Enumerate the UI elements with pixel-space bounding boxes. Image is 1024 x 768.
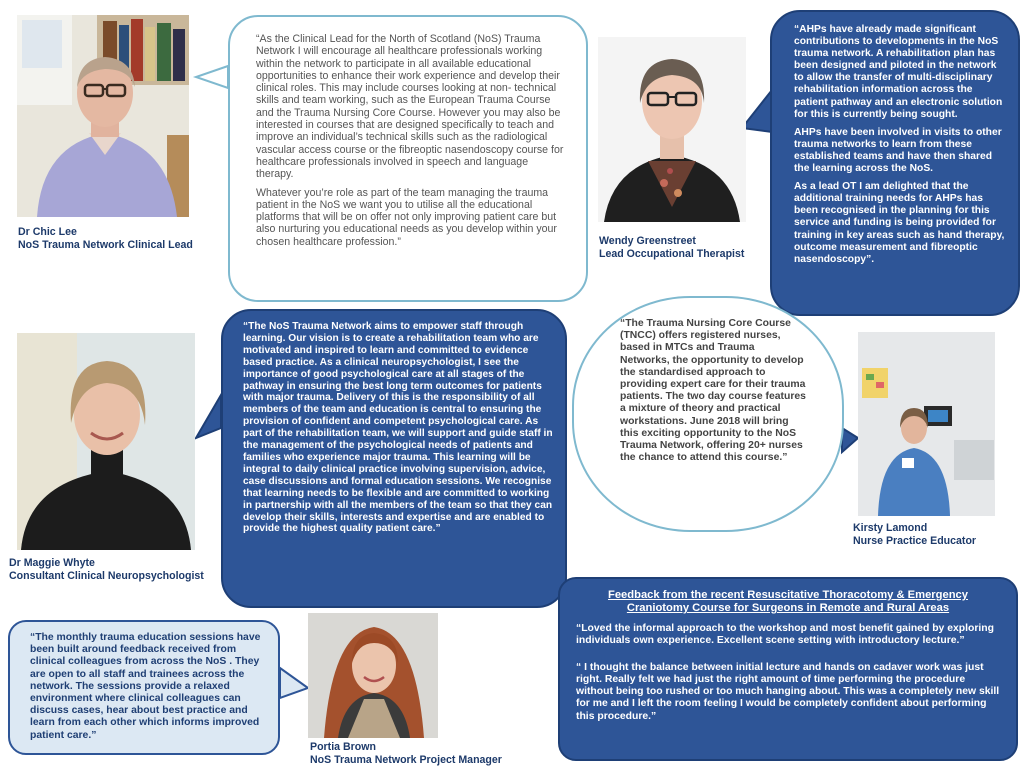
- photo-portia-brown: [308, 613, 438, 738]
- feedback-box: [558, 577, 1018, 761]
- quote-bubble-wendy-greenstreet: [770, 10, 1020, 316]
- role-maggie-whyte: Consultant Clinical Neuropsychologist: [9, 569, 204, 582]
- tail-maggie: [196, 395, 221, 438]
- portrait-maggie-image: [17, 333, 195, 550]
- quote-bubble-maggie-whyte: [221, 309, 567, 608]
- quote-bubble-kirsty-lamond: [572, 296, 844, 532]
- quote-chic-lee-para1: “As the Clinical Lead for the North of Scotland (NoS) Trauma Network I will encourage all healthcare professionals working within the network to participate in all available educational opportunities to enhance their work experience and develop their clinical roles. This may include courses looking at non- technical skills and team working, such as the European Trauma Course and the Trauma Nursing Core Course. However you may also be interested in courses that are designed specifically to teach and improve an individual’s technical skills such as the radiological vascular access course or the fibreoptic nasendoscopy course for healthcare professionals involved in speech and language therapy.: [256, 33, 564, 181]
- quote-bubble-chic-lee: [228, 15, 588, 302]
- quote-wendy-para3: As a lead OT I am delighted that the additional training needs for AHPs has been recognised in the planning for this service and funding is being provided for training in key areas such as hand therapy, outcome measurement and fibreoptic nasendoscopy”.: [794, 181, 1005, 265]
- quote-chic-lee-para2: Whatever you’re role as part of the team managing the trauma patient in the NoS we want you to utilise all the educational platforms that will be on offer not only improving patient care but also nurturing you educational needs as you develop within your chosen healthcare profession.”: [256, 186, 557, 248]
- role-kirsty-lamond: Nurse Practice Educator: [853, 534, 977, 547]
- role-chic-lee: NoS Trauma Network Clinical Lead: [18, 238, 193, 251]
- portrait-wendy-image: [598, 37, 746, 222]
- quote-wendy-para2: AHPs have been involved in visits to other trauma networks to learn from these established teams and have then shared the learning across the NoS.: [794, 126, 1002, 175]
- feedback-quote-2: “ I thought the balance between initial lecture and hands on cadaver work was just right. Really felt we had just the right amount of time performing the procedure without being too rushed or too much hanging about. This was a completely new skill for me and I left the room feeling I would be completely confident about performing this procedure.”: [576, 661, 1000, 722]
- portrait-kirsty-image: [858, 332, 995, 516]
- quote-kirsty-text: “The Trauma Nursing Core Course (TNCC) offers registered nurses, based in MTCs and Trauma Networks, the opportunity to develop the standardised approach to providing expert care for their trauma patients. The two day course features a mixture of theory and practical workstations. June 2018 will bring this exciting opportunity to the NoS Trauma Network, offering 20+ nurses the chance to attend this course.”: [620, 318, 806, 464]
- quote-portia-text: “The monthly trauma education sessions have been built around feedback received from clinical colleagues from across the NoS . They are open to all staff and trainees across the network. The sessions provide a relaxed environment where clinical colleagues can discuss cases, hear about best practice and learn from each other which informs improved patient care.”: [30, 632, 261, 741]
- feedback-title-line2: Craniotomy Course for Surgeons in Remote and Rural Areas: [626, 602, 950, 614]
- photo-chic-lee: [17, 15, 189, 217]
- role-wendy-greenstreet: Lead Occupational Therapist: [599, 247, 745, 260]
- quote-bubble-portia-brown: [8, 620, 280, 755]
- caption-maggie-whyte: [9, 557, 204, 582]
- caption-wendy-greenstreet: [599, 235, 744, 260]
- caption-chic-lee: [18, 226, 193, 251]
- name-chic-lee: Dr Chic Lee: [18, 226, 77, 238]
- name-maggie-whyte: Dr Maggie Whyte: [9, 557, 95, 569]
- photo-kirsty-lamond: [858, 332, 995, 516]
- caption-portia-brown: [310, 741, 502, 766]
- tail-portia: [280, 668, 308, 698]
- name-kirsty-lamond: Kirsty Lamond: [853, 522, 928, 534]
- photo-wendy-greenstreet: [598, 37, 746, 222]
- tail-chic-lee: [196, 66, 228, 88]
- photo-maggie-whyte: [17, 333, 195, 550]
- quote-wendy-para1: “AHPs have already made significant contributions to developments in the NoS trauma network. A rehabilitation plan has been designed and piloted in the network to allow the transfer of multi-disciplinary rehabilitation information across the patient pathway and an electronic solution for this is currently being sought.: [794, 24, 1003, 120]
- tail-wendy: [742, 90, 772, 132]
- tail-kirsty: [842, 428, 858, 452]
- portrait-chic-lee-image: [17, 15, 189, 217]
- portrait-portia-image: [308, 613, 438, 738]
- quote-maggie-text: “The NoS Trauma Network aims to empower staff through learning. Our vision is to create a rehabilitation team who are motivated and inspired to learn and committed to evidence based practice. As a clinical neuropsychologist, I see the importance of good psychological care at all stages of the pathway in ensuring the best long term outcomes for patients with major trauma. Delivery of this is the responsibility of all members of the team and education is central to ensuring the provision of confident and competent psychological care. As part of the rehabilitation team, we will support and guide staff in the management of the psychological needs of patients and families who experience major trauma. This learning will be integral to daily clinical practice involving supervision, advice, case discussions and formal education sessions. We recognise that learning needs to be flexible and are committed to working in partnership with all the members of the team so that they can develop their skills, interests and expertise and are enabled to provide the highest quality patient care.”: [243, 321, 553, 535]
- role-portia-brown: NoS Trauma Network Project Manager: [310, 753, 502, 766]
- feedback-quote-1: “Loved the informal approach to the workshop and most benefit gained by exploring individuals own experience. Excellent scene setting with introductory lecture.”: [576, 623, 994, 647]
- name-wendy-greenstreet: Wendy Greenstreet: [599, 235, 696, 247]
- caption-kirsty-lamond: [853, 522, 976, 547]
- feedback-title-line1: Feedback from the recent Resuscitative Thoracotomy & Emergency: [608, 589, 968, 601]
- name-portia-brown: Portia Brown: [310, 741, 376, 753]
- feedback-title: [576, 589, 1000, 615]
